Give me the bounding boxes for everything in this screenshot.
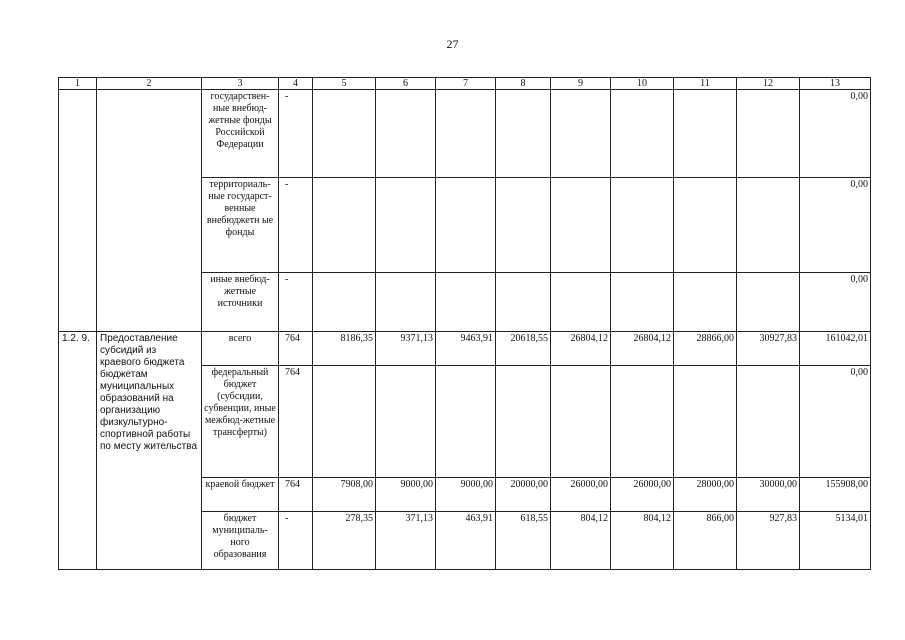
value-cell: 26804,12 — [611, 332, 674, 366]
value-cell: 371,13 — [376, 512, 436, 570]
value-cell: 28866,00 — [674, 332, 737, 366]
value-cell — [674, 178, 737, 273]
value-cell: 9463,91 — [436, 332, 496, 366]
kbk-code: 764 — [279, 478, 313, 512]
kbk-code: - — [279, 178, 313, 273]
value-cell — [376, 366, 436, 478]
value-cell: 618,55 — [496, 512, 551, 570]
value-cell — [611, 273, 674, 332]
total-cell: 155908,00 — [800, 478, 871, 512]
value-cell — [674, 90, 737, 178]
funding-source: иные внебюд-жетные источники — [202, 273, 279, 332]
value-cell — [737, 273, 800, 332]
kbk-code: 764 — [279, 332, 313, 366]
column-number: 1 — [59, 78, 97, 90]
total-cell: 0,00 — [800, 178, 871, 273]
column-number-row — [59, 78, 871, 90]
value-cell — [313, 273, 376, 332]
value-cell — [376, 273, 436, 332]
column-number: 6 — [376, 78, 436, 90]
value-cell: 804,12 — [551, 512, 611, 570]
value-cell — [436, 90, 496, 178]
column-number: 7 — [436, 78, 496, 90]
kbk-code: - — [279, 90, 313, 178]
value-cell: 9000,00 — [436, 478, 496, 512]
value-cell — [551, 273, 611, 332]
column-number: 4 — [279, 78, 313, 90]
value-cell — [313, 178, 376, 273]
value-cell: 9371,13 — [376, 332, 436, 366]
value-cell — [551, 366, 611, 478]
item-name: Предоставление субсидий из краевого бюджета бюджетам муниципальных образований на организацию физкультурно-спортивной работы по месту жительства — [97, 332, 202, 570]
value-cell: 804,12 — [611, 512, 674, 570]
value-cell — [496, 178, 551, 273]
value-cell: 26000,00 — [611, 478, 674, 512]
value-cell: 7908,00 — [313, 478, 376, 512]
table-row — [59, 332, 871, 366]
total-cell: 0,00 — [800, 366, 871, 478]
item-number: 1.2. 9. — [59, 332, 97, 570]
value-cell — [436, 273, 496, 332]
column-number: 8 — [496, 78, 551, 90]
value-cell — [436, 178, 496, 273]
funding-source: всего — [202, 332, 279, 366]
total-cell: 0,00 — [800, 90, 871, 178]
value-cell — [611, 366, 674, 478]
column-number: 11 — [674, 78, 737, 90]
value-cell: 463,91 — [436, 512, 496, 570]
value-cell — [611, 178, 674, 273]
value-cell — [551, 90, 611, 178]
kbk-code: - — [279, 512, 313, 570]
value-cell — [313, 90, 376, 178]
value-cell — [551, 178, 611, 273]
value-cell: 26000,00 — [551, 478, 611, 512]
value-cell: 866,00 — [674, 512, 737, 570]
value-cell: 20000,00 — [496, 478, 551, 512]
value-cell: 26804,12 — [551, 332, 611, 366]
column-number: 5 — [313, 78, 376, 90]
value-cell — [674, 366, 737, 478]
value-cell: 927,83 — [737, 512, 800, 570]
value-cell — [737, 178, 800, 273]
value-cell: 8186,35 — [313, 332, 376, 366]
value-cell — [496, 366, 551, 478]
total-cell: 5134,01 — [800, 512, 871, 570]
kbk-code: 764 — [279, 366, 313, 478]
funding-source: краевой бюджет — [202, 478, 279, 512]
column-number: 2 — [97, 78, 202, 90]
value-cell — [674, 273, 737, 332]
column-number: 10 — [611, 78, 674, 90]
table-row — [59, 90, 871, 178]
value-cell — [737, 90, 800, 178]
funding-source: государствен-ные внебюд-жетные фонды Российской Федерации — [202, 90, 279, 178]
value-cell — [376, 90, 436, 178]
funding-source: федеральный бюджет (субсидии, субвенции, иные межбюд-жетные трансферты) — [202, 366, 279, 478]
page-number: 27 — [446, 37, 459, 51]
total-cell: 161042,01 — [800, 332, 871, 366]
value-cell — [376, 178, 436, 273]
value-cell: 20618,55 — [496, 332, 551, 366]
column-number: 12 — [737, 78, 800, 90]
value-cell: 9000,00 — [376, 478, 436, 512]
value-cell — [436, 366, 496, 478]
budget-table — [58, 77, 871, 570]
value-cell — [611, 90, 674, 178]
value-cell: 278,35 — [313, 512, 376, 570]
value-cell — [313, 366, 376, 478]
funding-source: бюджет муниципаль-ного образования — [202, 512, 279, 570]
value-cell: 28000,00 — [674, 478, 737, 512]
value-cell: 30927,83 — [737, 332, 800, 366]
total-cell: 0,00 — [800, 273, 871, 332]
kbk-code: - — [279, 273, 313, 332]
value-cell — [737, 366, 800, 478]
value-cell — [496, 273, 551, 332]
column-number: 13 — [800, 78, 871, 90]
column-number: 3 — [202, 78, 279, 90]
value-cell — [496, 90, 551, 178]
item-number-cell — [59, 90, 97, 332]
column-number: 9 — [551, 78, 611, 90]
item-name-cell — [97, 90, 202, 332]
funding-source: территориаль-ные государст-венные внебюджетн ые фонды — [202, 178, 279, 273]
value-cell: 30000,00 — [737, 478, 800, 512]
